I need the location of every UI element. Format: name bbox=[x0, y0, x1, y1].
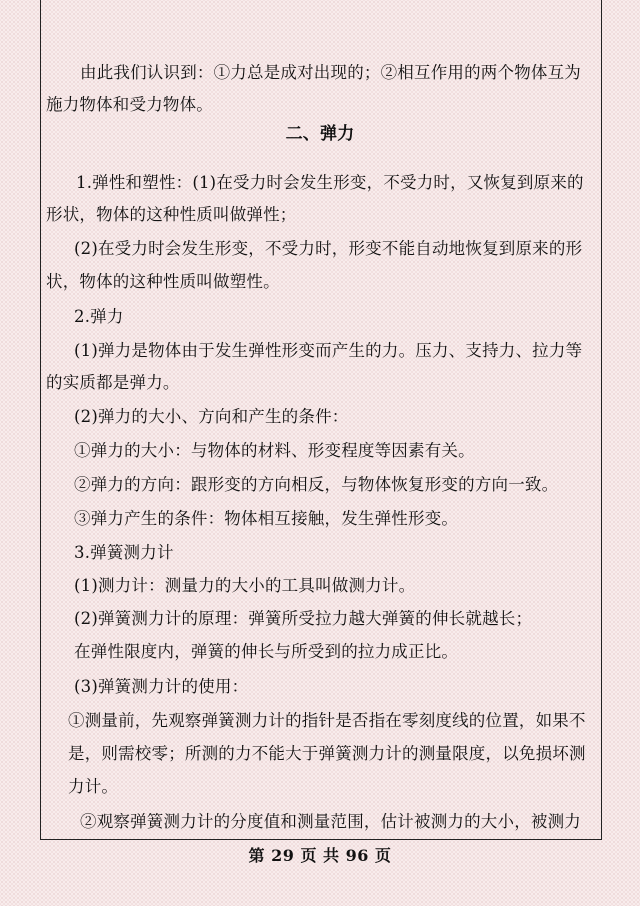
paragraph-line: ②弹力的方向：跟形变的方向相反，与物体恢复形变的方向一致。 bbox=[74, 475, 559, 494]
paragraph-line: (2)在受力时会发生形变，不受力时，形变不能自动地恢复到原来的形 bbox=[74, 239, 583, 258]
paragraph-line: (3)弹簧测力计的使用： bbox=[74, 677, 249, 696]
paragraph-line: 形状，物体的这种性质叫做弹性； bbox=[46, 205, 297, 224]
paragraph-line: 施力物体和受力物体。 bbox=[46, 95, 213, 114]
subsection-title: 3.弹簧测力计 bbox=[74, 543, 174, 562]
paragraph-line: 在弹性限度内，弹簧的伸长与所受到的拉力成正比。 bbox=[74, 642, 459, 661]
page-number-footer bbox=[0, 845, 640, 867]
paragraph-line: 1.弹性和塑性：(1)在受力时会发生形变，不受力时，又恢复到原来的 bbox=[76, 173, 584, 192]
paragraph-line: 由此我们认识到：①力总是成对出现的；②相互作用的两个物体互为 bbox=[80, 63, 581, 82]
paragraph-line: ①弹力的大小：与物体的材料、形变程度等因素有关。 bbox=[74, 441, 475, 460]
paragraph-line: 是，则需校零；所测的力不能大于弹簧测力计的测量限度，以免损坏测 bbox=[68, 744, 586, 763]
paragraph-line: (2)弹簧测力计的原理：弹簧所受拉力越大弹簧的伸长就越长； bbox=[74, 609, 533, 628]
paragraph-line: 状，物体的这种性质叫做塑性。 bbox=[46, 272, 280, 291]
paragraph-line: (1)弹力是物体由于发生弹性形变而产生的力。压力、支持力、拉力等 bbox=[74, 341, 583, 360]
paragraph-line: (2)弹力的大小、方向和产生的条件： bbox=[74, 407, 349, 426]
paragraph-line: (1)测力计：测量力的大小的工具叫做测力计。 bbox=[74, 576, 416, 595]
paragraph-line: ①测量前，先观察弹簧测力计的指针是否指在零刻度线的位置，如果不 bbox=[68, 711, 586, 730]
section-heading: 二、弹力 bbox=[285, 124, 355, 144]
page-number-label: 第 29 页 共 96 页 bbox=[248, 846, 392, 865]
subsection-title: 2.弹力 bbox=[74, 307, 124, 326]
paragraph-line: 的实质都是弹力。 bbox=[46, 373, 180, 392]
paragraph-line: 力计。 bbox=[68, 777, 119, 796]
paragraph-line: ③弹力产生的条件：物体相互接触，发生弹性形变。 bbox=[74, 509, 459, 528]
paragraph-line: ②观察弹簧测力计的分度值和测量范围，估计被测力的大小，被测力 bbox=[80, 812, 581, 831]
